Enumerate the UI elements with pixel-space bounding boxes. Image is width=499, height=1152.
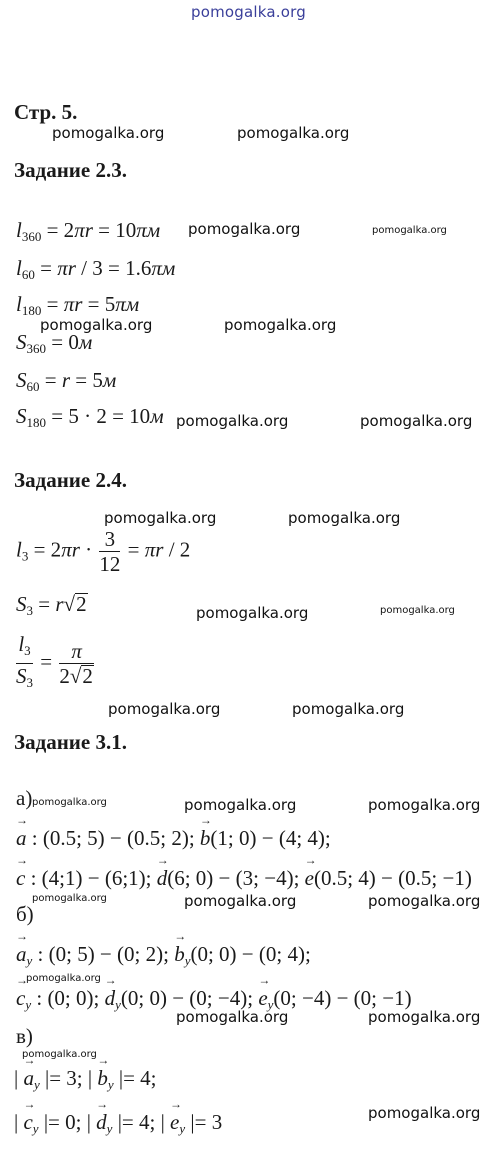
watermark: pomogalka.org — [368, 1008, 481, 1026]
formula-l3: $l_3 = 2\pi r$ · $\frac{3}{12}$ = πr / 2 — [16, 527, 191, 576]
watermark: pomogalka.org — [22, 1049, 97, 1060]
watermark: pomogalka.org — [26, 973, 101, 984]
watermark: pomogalka.org — [360, 412, 473, 430]
watermark: pomogalka.org — [380, 605, 455, 616]
task-2-4-title: Задание 2.4. — [14, 468, 127, 492]
part-a-label: а) — [16, 786, 33, 810]
watermark: pomogalka.org — [237, 124, 350, 142]
watermark: pomogalka.org — [52, 124, 165, 142]
watermark: pomogalka.org — [224, 316, 337, 334]
site-header[interactable]: pomogalka.org — [191, 3, 306, 21]
watermark: pomogalka.org — [32, 893, 107, 904]
formula-l60: $l_{60} = \pi r / 3 = 1.6\pi м$ — [16, 256, 176, 282]
part-c-line-2: | → $c_y$ |= 0; | → $d_y$ |= 4; | → $e_y$ |= 3 — [14, 1110, 222, 1137]
task-3-1-title: Задание 3.1. — [14, 730, 127, 754]
watermark: pomogalka.org — [288, 509, 401, 527]
watermark: pomogalka.org — [184, 796, 297, 814]
watermark: pomogalka.org — [368, 796, 481, 814]
formula-ratio: $\frac{l_3}{S_3}$ = $\frac{\pi}{2√2}$ — [16, 632, 93, 690]
watermark: pomogalka.org — [372, 225, 447, 236]
part-b-line-1: → $a_y$ : (0; 5) − (0; 2); → $b_y(0$; 0) − (0; 4); — [16, 942, 311, 969]
part-a-line-1: → a : (0.5; 5) − (0.5; 2); → b(1; 0) − (4; 4); — [16, 826, 331, 851]
watermark: pomogalka.org — [104, 509, 217, 527]
watermark: pomogalka.org — [368, 892, 481, 910]
part-c-line-1: | → $a_y$ |= 3; | → $b_y$ |= 4; — [14, 1066, 157, 1093]
formula-s60: $S_{60} = r = 5м$ — [16, 368, 117, 394]
formula-s180: $S_{180} = 5 \cdot 2 = 10м$ — [16, 404, 164, 430]
part-c-label: в) — [16, 1024, 33, 1048]
part-b-label: б) — [16, 902, 34, 926]
watermark: pomogalka.org — [292, 700, 405, 718]
formula-l180: $l_{180} = \pi r = 5\pi м$ — [16, 292, 140, 318]
watermark: pomogalka.org — [176, 1008, 289, 1026]
part-a-line-2: → c : (4;1) − (6;1); → d(6; 0) − (3; −4); → e(0.5; 4) − (0.5; −1) — [16, 866, 472, 891]
formula-s3: $S_3 = r√2$ — [16, 592, 87, 618]
watermark: pomogalka.org — [196, 604, 309, 622]
watermark: pomogalka.org — [368, 1104, 481, 1122]
watermark: pomogalka.org — [40, 316, 153, 334]
task-2-3-title: Задание 2.3. — [14, 158, 127, 182]
formula-l360: $l_{360} = 2\pi r = 10\pi м$ — [16, 218, 161, 244]
watermark: pomogalka.org — [184, 892, 297, 910]
watermark: pomogalka.org — [108, 700, 221, 718]
formula-s360: $S_{360} = 0м$ — [16, 330, 93, 356]
part-b-line-2: → $c_y$ : (0; 0); → $d_y(0$; 0) − (0; −4); → $e_y(0$; −4) − (0; −1) — [16, 986, 412, 1013]
watermark: pomogalka.org — [188, 220, 301, 238]
watermark: pomogalka.org — [176, 412, 289, 430]
page-label: Стр. 5. — [14, 100, 78, 124]
watermark: pomogalka.org — [32, 797, 107, 808]
